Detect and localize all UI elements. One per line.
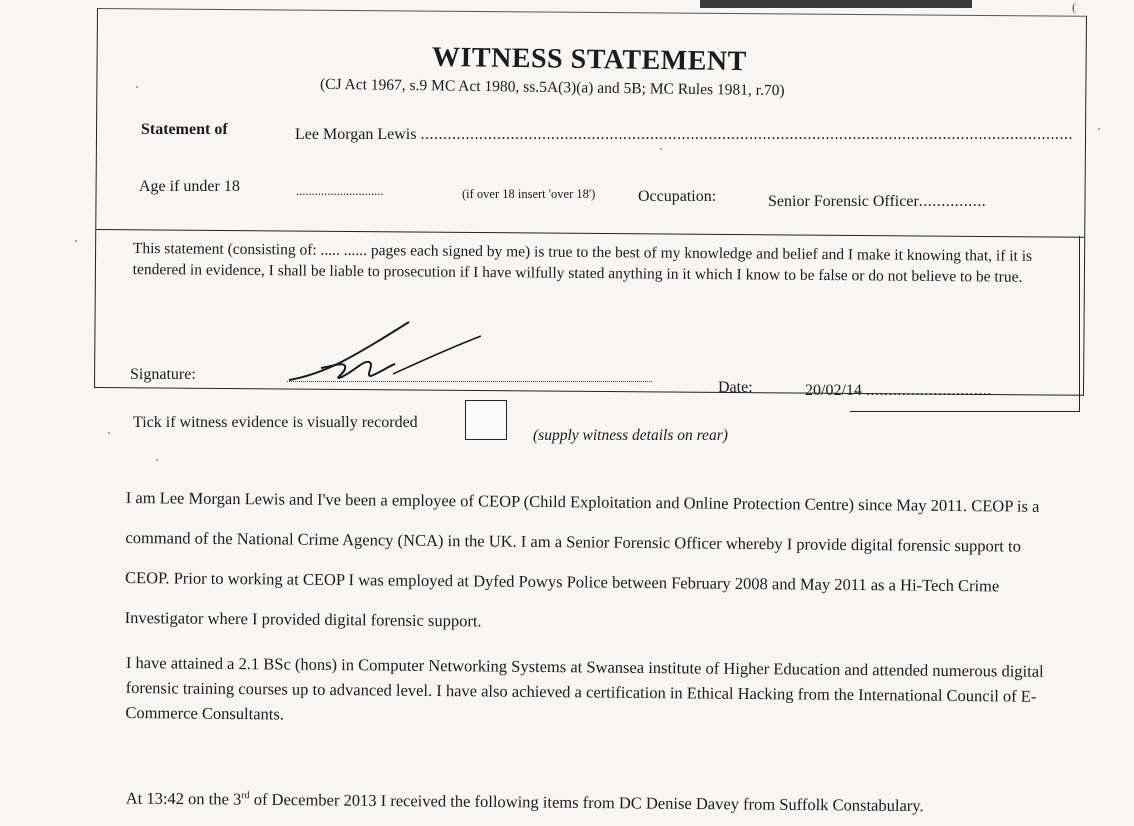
date-label: Date: (718, 379, 753, 396)
body-paragraph-2: I have attained a 2.1 BSc (hons) in Computer Networking Systems at Swansea institute of Higher Education and attended numerous digital forensic training courses up to advanced level. I have also achieved a certification in Ethical Hacking from the International Council of E-Commerce Consultants. (125, 652, 1044, 724)
form-border-extension (850, 411, 1080, 412)
statement-of-value: Lee Morgan Lewis (295, 126, 417, 143)
ordinal-suffix: rd (241, 790, 250, 802)
age-hint: (if over 18 insert 'over 18') (462, 187, 596, 201)
signature-image (285, 316, 485, 388)
statement-of-field (295, 126, 1073, 144)
visually-recorded-checkbox[interactable] (465, 400, 507, 440)
scan-speck (660, 148, 662, 150)
scan-speck (156, 459, 158, 461)
age-label: Age if under 18 (139, 178, 240, 195)
paragraph-3-end: of December 2013 I received the following items from DC Denise Davey from Suffolk Constabulary. (249, 789, 924, 816)
form-subtitle: (CJ Act 1967, s.9 MC Act 1980, ss.5A(3)(a) and 5B; MC Rules 1981, r.70) (319, 75, 785, 100)
body-paragraph-1: I am Lee Morgan Lewis and I've been a employee of CEOP (Child Exploitation and Online Protection Centre) since May 2011. CEOP is a command of the National Crime Agency (NCA) in the UK. I am a Senior Forensic Officer whereby I provide digital forensic support to CEOP. Prior to working at CEOP I was employed at Dyfed Powys Police between February 2008 and May 2011 as a Hi-Tech Crime Investigator where I provided digital forensic support. (124, 487, 1040, 631)
statement-of-label: Statement of (141, 121, 228, 138)
form-border-extension (1079, 236, 1080, 411)
tick-label: Tick if witness evidence is visually recorded (133, 414, 418, 431)
statement-of-dots: ................................................................................................................................................. (420, 126, 1073, 143)
body-paragraph-3 (126, 775, 1066, 826)
scan-speck (1098, 128, 1100, 130)
scan-speck (108, 432, 110, 434)
scan-edge-mark: ( (1072, 0, 1076, 14)
occupation-label: Occupation: (638, 188, 717, 205)
occupation-field (768, 193, 986, 211)
date-dots: ............................ (865, 382, 992, 399)
signature-label: Signature: (130, 366, 196, 383)
form-divider (96, 229, 1084, 238)
form-title: WITNESS STATEMENT (431, 41, 747, 78)
occupation-value: Senior Forensic Officer (768, 193, 919, 210)
occupation-dots: ............... (918, 193, 987, 210)
date-value: 20/02/14 (805, 382, 862, 399)
date-field (805, 382, 992, 400)
scan-edge (700, 0, 972, 8)
declaration-text: This statement (consisting of: ..... ...... pages each signed by me) is true to the best of my knowledge and belief and I make it knowing that, if it is tendered in evidence, I shall be liable to prosecution if I have wilfully stated anything in it which I know to be false or do not believe to be true. (132, 239, 1033, 286)
paragraph-3-start: At 13:42 on the 3 (125, 788, 242, 809)
supply-note: (supply witness details on rear) (533, 427, 728, 444)
age-value: ............................ (296, 184, 384, 198)
scan-speck (136, 86, 138, 88)
scan-speck (75, 240, 77, 242)
